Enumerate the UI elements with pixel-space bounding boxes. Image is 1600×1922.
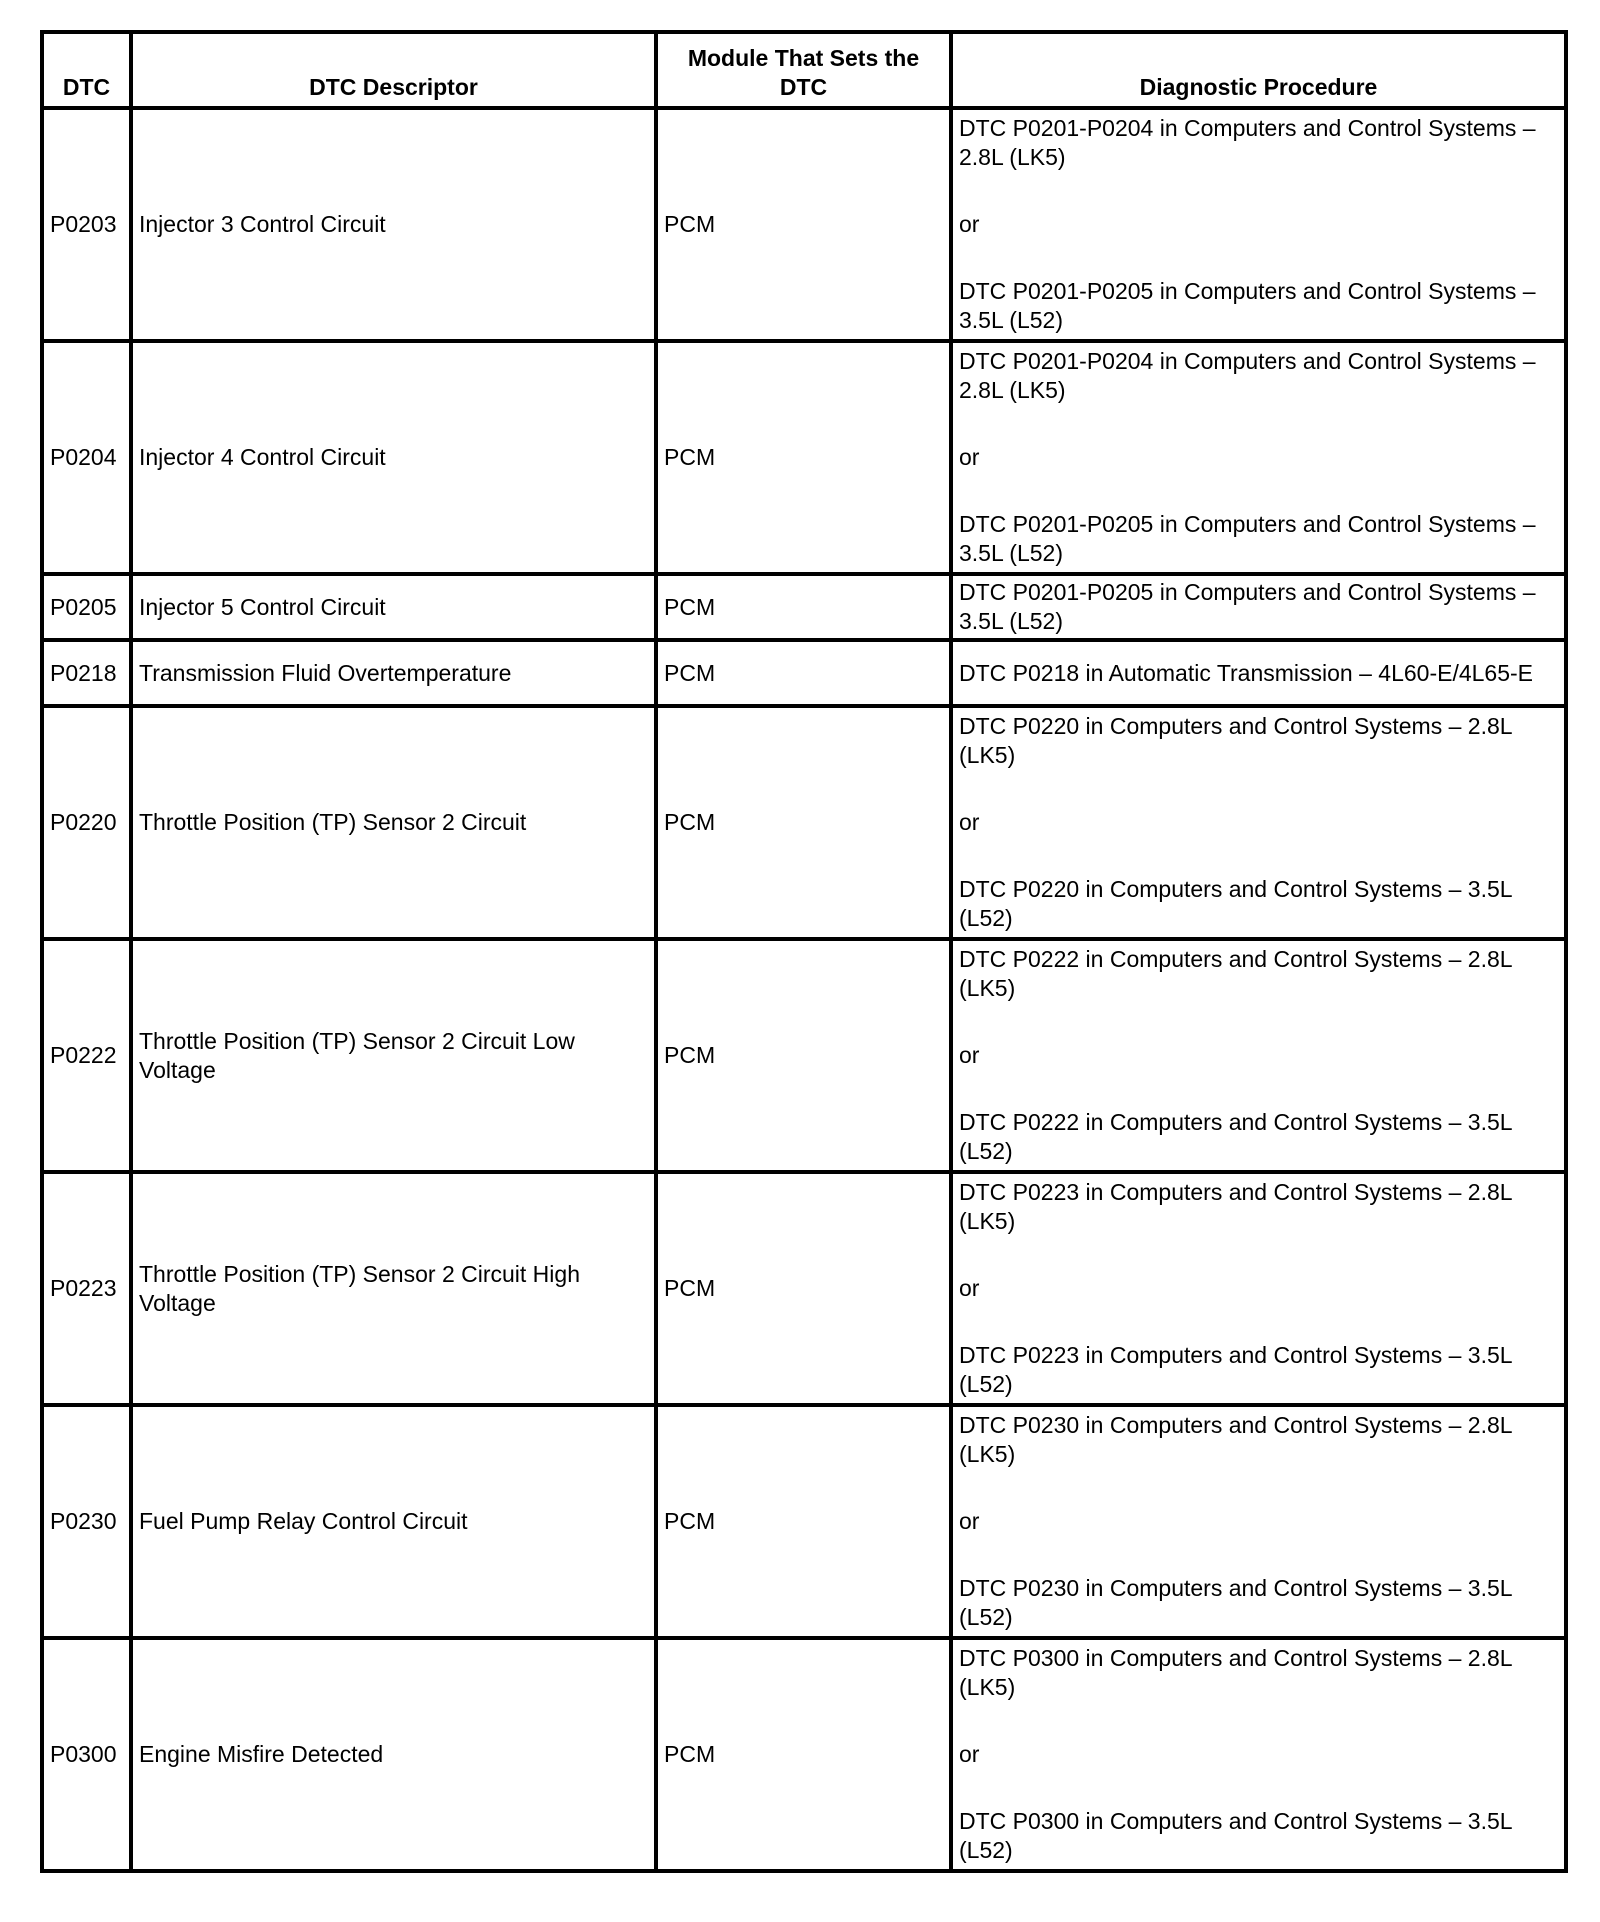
diagnostic-procedure-cell — [951, 706, 1566, 939]
procedure-line: or — [959, 1741, 980, 1767]
diagnostic-procedure-cell — [951, 574, 1566, 640]
module-cell: PCM — [656, 1405, 951, 1638]
procedure-line: or — [959, 211, 980, 237]
procedure-line: DTC P0222 in Computers and Control Systems – 2.8L (LK5) — [959, 946, 1512, 1001]
module-cell: PCM — [656, 1638, 951, 1871]
table-row — [42, 939, 1566, 1172]
dtc-table — [40, 30, 1568, 1873]
table-row — [42, 1405, 1566, 1638]
procedure-line: DTC P0201-P0204 in Computers and Control Systems – 2.8L (LK5) — [959, 348, 1536, 403]
diagnostic-procedure-cell — [951, 341, 1566, 574]
diagnostic-procedure-cell — [951, 939, 1566, 1172]
dtc-code-cell: P0222 — [42, 939, 131, 1172]
diagnostic-procedure-cell — [951, 640, 1566, 706]
dtc-descriptor-cell: Throttle Position (TP) Sensor 2 Circuit — [131, 706, 656, 939]
procedure-line: DTC P0201-P0205 in Computers and Control Systems – 3.5L (L52) — [959, 511, 1536, 566]
dtc-code-cell: P0205 — [42, 574, 131, 640]
procedure-line: DTC P0218 in Automatic Transmission – 4L60-E/4L65-E — [959, 659, 1534, 686]
dtc-descriptor-cell: Transmission Fluid Overtemperature — [131, 640, 656, 706]
table-row — [42, 1172, 1566, 1405]
diagnostic-procedure-cell — [951, 108, 1566, 341]
dtc-code-cell: P0223 — [42, 1172, 131, 1405]
header-row — [42, 32, 1566, 108]
dtc-descriptor-cell: Injector 3 Control Circuit — [131, 108, 656, 341]
dtc-descriptor-cell: Engine Misfire Detected — [131, 1638, 656, 1871]
procedure-line: DTC P0230 in Computers and Control Systems – 3.5L (L52) — [959, 1575, 1512, 1630]
dtc-code-cell: P0204 — [42, 341, 131, 574]
procedure-line: DTC P0300 in Computers and Control Systems – 2.8L (LK5) — [959, 1645, 1512, 1700]
dtc-code-cell: P0218 — [42, 640, 131, 706]
table-row — [42, 341, 1566, 574]
header-procedure: Diagnostic Procedure — [951, 32, 1566, 108]
dtc-code-cell: P0220 — [42, 706, 131, 939]
header-module: Module That Sets the DTC — [656, 32, 951, 108]
procedure-line: or — [959, 809, 980, 835]
module-cell: PCM — [656, 640, 951, 706]
procedure-line: DTC P0201-P0204 in Computers and Control Systems – 2.8L (LK5) — [959, 115, 1536, 170]
procedure-line: DTC P0220 in Computers and Control Systems – 3.5L (L52) — [959, 876, 1512, 931]
table-row — [42, 640, 1566, 706]
diagnostic-procedure-cell — [951, 1405, 1566, 1638]
module-cell: PCM — [656, 939, 951, 1172]
procedure-line: DTC P0220 in Computers and Control Systems – 2.8L (LK5) — [959, 713, 1512, 768]
dtc-code-cell: P0230 — [42, 1405, 131, 1638]
dtc-code-cell: P0300 — [42, 1638, 131, 1871]
table-row — [42, 108, 1566, 341]
dtc-descriptor-cell: Injector 4 Control Circuit — [131, 341, 656, 574]
procedure-line: DTC P0201-P0205 in Computers and Control Systems – 3.5L (L52) — [959, 278, 1536, 333]
module-cell: PCM — [656, 341, 951, 574]
table-row — [42, 706, 1566, 939]
procedure-line: or — [959, 444, 980, 470]
module-cell: PCM — [656, 706, 951, 939]
module-cell: PCM — [656, 574, 951, 640]
procedure-line: DTC P0230 in Computers and Control Systems – 2.8L (LK5) — [959, 1412, 1512, 1467]
procedure-line: DTC P0222 in Computers and Control Systems – 3.5L (L52) — [959, 1109, 1512, 1164]
module-cell: PCM — [656, 108, 951, 341]
table-row — [42, 574, 1566, 640]
dtc-code-cell: P0203 — [42, 108, 131, 341]
diagnostic-procedure-cell — [951, 1172, 1566, 1405]
procedure-line: DTC P0223 in Computers and Control Systems – 3.5L (L52) — [959, 1342, 1512, 1397]
procedure-line: or — [959, 1275, 980, 1301]
procedure-line: or — [959, 1042, 980, 1068]
dtc-descriptor-cell: Throttle Position (TP) Sensor 2 Circuit Low Voltage — [131, 939, 656, 1172]
diagnostic-procedure-cell — [951, 1638, 1566, 1871]
procedure-line: DTC P0201-P0205 in Computers and Control Systems – 3.5L (L52) — [959, 579, 1536, 634]
table-body — [42, 108, 1566, 1871]
procedure-line: or — [959, 1508, 980, 1534]
dtc-descriptor-cell: Injector 5 Control Circuit — [131, 574, 656, 640]
dtc-descriptor-cell: Fuel Pump Relay Control Circuit — [131, 1405, 656, 1638]
procedure-line: DTC P0300 in Computers and Control Systems – 3.5L (L52) — [959, 1808, 1512, 1863]
header-dtc: DTC — [42, 32, 131, 108]
procedure-line: DTC P0223 in Computers and Control Systems – 2.8L (LK5) — [959, 1179, 1512, 1234]
dtc-descriptor-cell: Throttle Position (TP) Sensor 2 Circuit High Voltage — [131, 1172, 656, 1405]
table-header — [42, 32, 1566, 108]
header-descriptor: DTC Descriptor — [131, 32, 656, 108]
module-cell: PCM — [656, 1172, 951, 1405]
table-row — [42, 1638, 1566, 1871]
